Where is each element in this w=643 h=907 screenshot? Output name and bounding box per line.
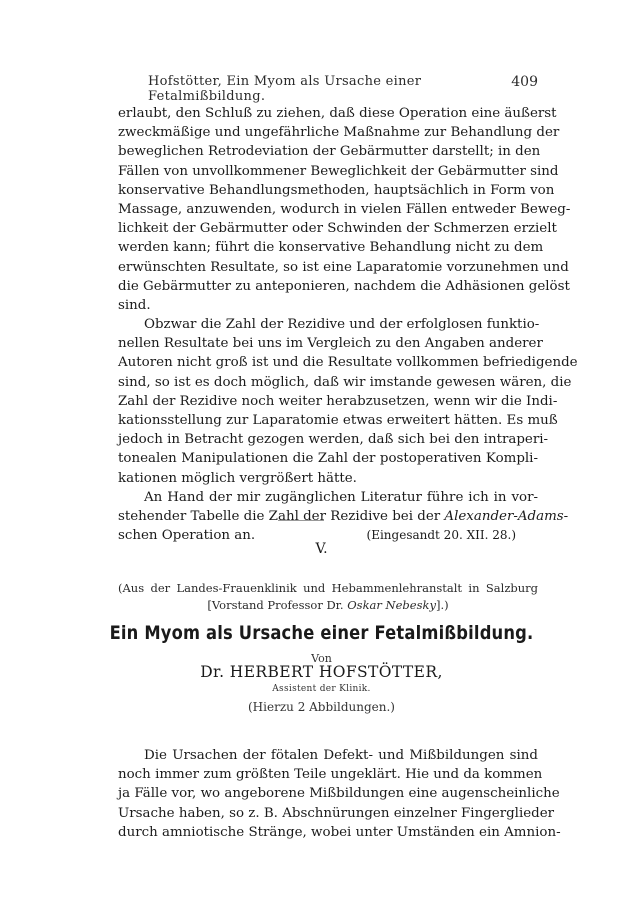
text-line: werden kann; führt die konservative Behandlung nicht zu dem xyxy=(118,240,544,256)
text-line: durch amniotische Stränge, wobei unter Umständen ein Amnion- xyxy=(118,824,561,840)
received-date: (Eingesandt 20. XII. 28.) xyxy=(366,528,516,543)
byline-prefix: Von xyxy=(311,652,332,665)
text-line: jedoch in Betracht gezogen werden, daß sich bei den intraperi- xyxy=(118,432,549,448)
text-line: Ursache haben, so z. B. Abschnürungen einzelner Fingerglieder xyxy=(118,805,555,821)
body-text-continued xyxy=(118,104,578,545)
figures-note: (Hierzu 2 Abbildungen.) xyxy=(248,700,395,714)
cited-name: Alexander-Adams- xyxy=(444,508,569,524)
text-line: Fällen von unvollkommener Beweglichkeit der Gebärmutter sind xyxy=(118,163,559,179)
text-line: Massage, anzuwenden, wodurch in vielen Fällen entweder Beweg- xyxy=(118,201,571,217)
text-line: An Hand der mir zugänglichen Literatur führe ich in vor- xyxy=(144,489,538,505)
text-line: sind. xyxy=(118,297,151,313)
text-line: erlaubt, den Schluß zu ziehen, daß diese Operation eine äußerst xyxy=(118,106,557,121)
running-title: Hofstötter, Ein Myom als Ursache einer Fetalmißbildung. xyxy=(148,74,422,104)
section-divider xyxy=(278,520,324,521)
article-title: Ein Myom als Ursache einer Fetalmißbildung. xyxy=(109,622,534,644)
text-line: zweckmäßige und ungefährliche Maßnahme zur Behandlung der xyxy=(118,125,560,141)
text-line xyxy=(118,507,569,526)
text-line: tonealen Manipulationen die Zahl der postoperativen Kompli- xyxy=(118,451,538,467)
text-line: noch immer zum größten Teile ungeklärt. Hie und da kommen xyxy=(118,767,543,783)
text-line: nellen Resultate bei uns im Vergleich zu den Angaben anderer xyxy=(118,336,543,352)
text-line: beweglichen Retrodeviation der Gebärmutter darstellt; in den xyxy=(118,144,541,160)
text-line: konservative Behandlungsmethoden, hauptsächlich in Form von xyxy=(118,182,555,198)
section-numeral: V. xyxy=(315,541,328,557)
text-line: die Gebärmutter zu anteponieren, nachdem die Adhäsionen gelöst xyxy=(118,278,570,294)
text-fragment: schen Operation an. xyxy=(118,528,256,544)
text-line: Die Ursachen der fötalen Defekt- und Mißbildungen sind xyxy=(144,748,538,763)
text-fragment: stehender Tabelle die Zahl der Rezidive bei der xyxy=(118,508,441,524)
text-line: Zahl der Rezidive noch weiter herabzusetzen, wenn wir die Indi- xyxy=(118,393,558,409)
text-line: Autoren nicht groß ist und die Resultate vollkommen befriedigende xyxy=(118,355,578,371)
affiliation-line: (Aus der Landes-Frauenklinik und Hebammenlehranstalt in Salzburg xyxy=(118,581,538,595)
affiliation-line xyxy=(118,597,538,614)
text-line: lichkeit der Gebärmutter oder Schwinden der Schmerzen erzielt xyxy=(118,221,557,237)
text-line: Obzwar die Zahl der Rezidive und der erfolglosen funktio- xyxy=(144,317,540,333)
author-name: Dr. HERBERT HOFSTÖTTER, xyxy=(200,663,443,681)
director-name: Oskar Nebesky xyxy=(347,598,436,612)
text-line: sind, so ist es doch möglich, daß wir imstande gewesen wären, die xyxy=(118,374,572,390)
text-fragment: ].) xyxy=(435,598,449,612)
text-line: kationen möglich vergrößert hätte. xyxy=(118,470,357,486)
author-role: Assistent der Klinik. xyxy=(272,684,371,694)
affiliation xyxy=(118,580,538,614)
text-line: ja Fälle vor, wo angeborene Mißbildungen eine augenscheinliche xyxy=(118,786,560,802)
text-fragment: [Vorstand Professor Dr. xyxy=(207,598,344,612)
text-line: kationsstellung zur Laparatomie etwas erweitert hätten. Es muß xyxy=(118,413,558,428)
text-line: erwünschten Resultate, so ist eine Laparatomie vorzunehmen und xyxy=(118,259,569,275)
page-number: 409 xyxy=(511,74,538,90)
body-text-article xyxy=(118,746,561,842)
